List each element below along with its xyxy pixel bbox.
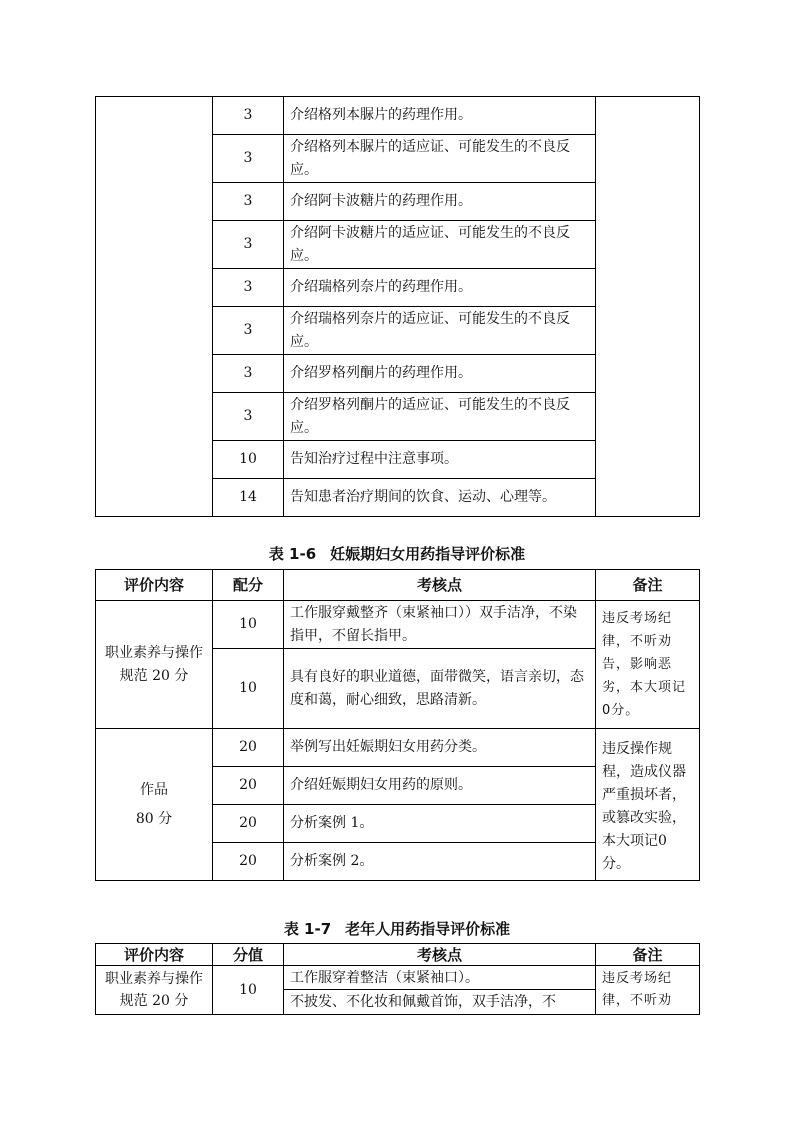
point-cell: 介绍格列本脲片的适应证、可能发生的不良反应。 bbox=[284, 135, 596, 183]
table-1-7 bbox=[95, 943, 700, 1015]
score-cell: 20 bbox=[213, 805, 284, 843]
point-cell: 具有良好的职业道德，面带微笑，语言亲切，态度和蔼，耐心细致，思路清新。 bbox=[284, 649, 596, 729]
table-continued bbox=[95, 96, 700, 517]
category-line: 80 分 bbox=[135, 810, 173, 827]
score-cell: 20 bbox=[213, 729, 284, 767]
point-cell: 介绍格列本脲片的药理作用。 bbox=[284, 97, 596, 135]
table-number: 表 1-6 bbox=[268, 545, 317, 563]
header-score: 配分 bbox=[213, 570, 284, 601]
category-line: 作品 bbox=[140, 781, 168, 798]
point-cell: 分析案例 1。 bbox=[284, 805, 596, 843]
score-cell: 3 bbox=[213, 393, 284, 441]
score-cell: 10 bbox=[213, 601, 284, 649]
note-cell: 违反操作规程，造成仪器严重损坏者，或篡改实验，本大项记0分。 bbox=[596, 729, 700, 881]
table-caption bbox=[95, 918, 699, 939]
header-note: 备注 bbox=[596, 944, 700, 966]
score-cell: 3 bbox=[213, 355, 284, 393]
score-cell: 3 bbox=[213, 135, 284, 183]
point-cell: 介绍妊娠期妇女用药的原则。 bbox=[284, 767, 596, 805]
category-cell: 职业素养与操作规范 20 分 bbox=[96, 601, 213, 729]
score-cell: 3 bbox=[213, 183, 284, 221]
table-1-6 bbox=[95, 569, 700, 881]
score-cell: 3 bbox=[213, 307, 284, 355]
point-cell: 介绍罗格列酮片的药理作用。 bbox=[284, 355, 596, 393]
point-cell: 告知治疗过程中注意事项。 bbox=[284, 441, 596, 479]
score-cell: 3 bbox=[213, 97, 284, 135]
score-cell: 14 bbox=[213, 479, 284, 517]
table-number: 表 1-7 bbox=[283, 920, 332, 938]
point-cell: 介绍阿卡波糖片的适应证、可能发生的不良反应。 bbox=[284, 221, 596, 269]
category-cell-empty bbox=[96, 97, 213, 517]
score-cell: 10 bbox=[213, 441, 284, 479]
header-content: 评价内容 bbox=[96, 570, 213, 601]
score-cell: 10 bbox=[213, 649, 284, 729]
table-title: 老年人用药指导评价标准 bbox=[345, 920, 511, 938]
point-cell: 介绍阿卡波糖片的药理作用。 bbox=[284, 183, 596, 221]
point-cell: 不披发、不化妆和佩戴首饰，双手洁净，不 bbox=[284, 990, 596, 1015]
score-cell: 3 bbox=[213, 221, 284, 269]
point-cell: 举例写出妊娠期妇女用药分类。 bbox=[284, 729, 596, 767]
score-cell: 3 bbox=[213, 269, 284, 307]
score-cell: 10 bbox=[213, 966, 284, 1015]
table-caption bbox=[95, 543, 699, 564]
note-cell: 违反考场纪律，不听劝告，影响恶劣，本大项记0分。 bbox=[596, 601, 700, 729]
point-cell: 工作服穿戴整齐（束紧袖口））双手洁净，不染指甲，不留长指甲。 bbox=[284, 601, 596, 649]
score-cell: 20 bbox=[213, 843, 284, 881]
point-cell: 介绍瑞格列奈片的适应证、可能发生的不良反应。 bbox=[284, 307, 596, 355]
point-cell: 工作服穿着整洁（束紧袖口）。 bbox=[284, 966, 596, 990]
point-cell: 介绍罗格列酮片的适应证、可能发生的不良反应。 bbox=[284, 393, 596, 441]
table-title: 妊娠期妇女用药指导评价标准 bbox=[330, 545, 526, 563]
point-cell: 介绍瑞格列奈片的药理作用。 bbox=[284, 269, 596, 307]
score-cell: 20 bbox=[213, 767, 284, 805]
category-cell bbox=[96, 729, 213, 881]
header-point: 考核点 bbox=[284, 944, 596, 966]
category-cell: 职业素养与操作规范 20 分 bbox=[96, 966, 213, 1015]
note-cell: 违反考场纪律，不听劝 bbox=[596, 966, 700, 1015]
point-cell: 告知患者治疗期间的饮食、运动、心理等。 bbox=[284, 479, 596, 517]
header-content: 评价内容 bbox=[96, 944, 213, 966]
header-note: 备注 bbox=[596, 570, 700, 601]
point-cell: 分析案例 2。 bbox=[284, 843, 596, 881]
header-score: 分值 bbox=[213, 944, 284, 966]
note-cell-empty bbox=[596, 97, 700, 517]
header-point: 考核点 bbox=[284, 570, 596, 601]
